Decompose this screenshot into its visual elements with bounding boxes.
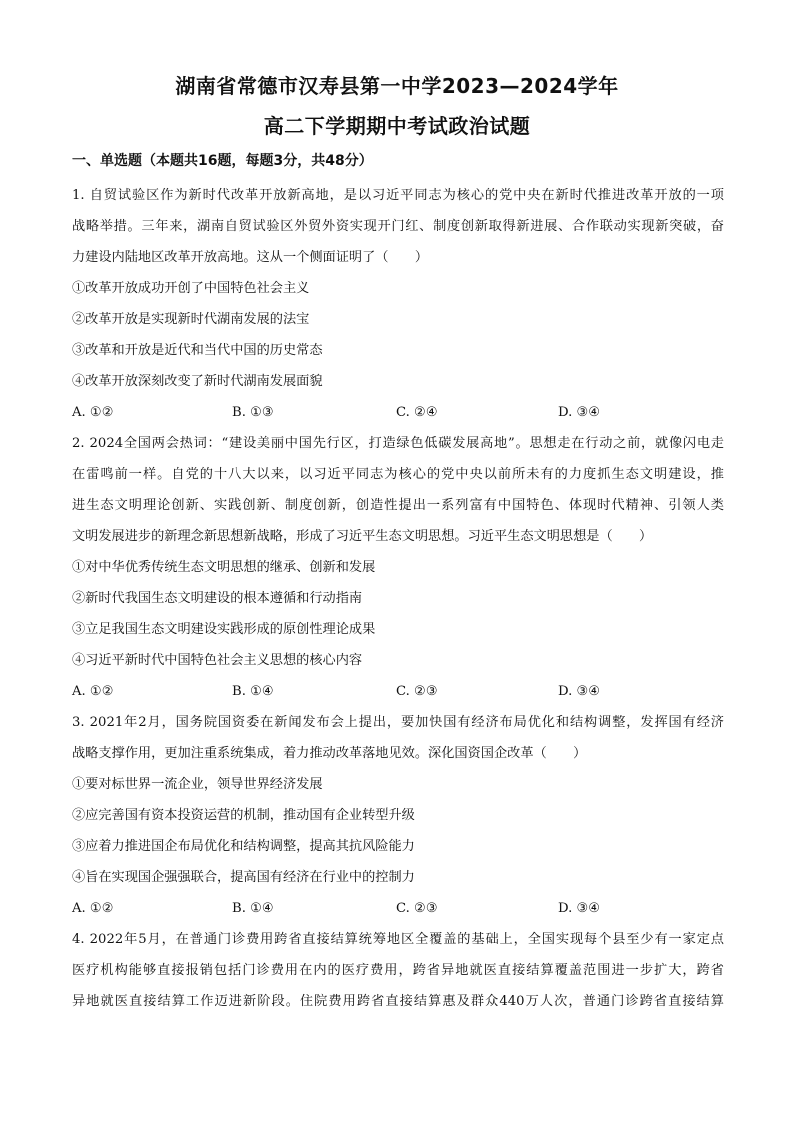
answer-options [72, 397, 724, 428]
answer-options [72, 676, 724, 707]
option-b[interactable]: B. ①③ [232, 405, 274, 420]
question-1 [72, 180, 724, 428]
statement-item: ①改革开放成功开创了中国特色社会主义 [72, 281, 310, 296]
statement-item: ①对中华优秀传统生态文明思想的继承、创新和发展 [72, 560, 376, 575]
option-c[interactable]: C. ②③ [396, 684, 438, 699]
statement-item: ③应着力推进国企布局优化和结构调整，提高其抗风险能力 [72, 839, 415, 854]
statement-item: ①要对标世界一流企业，领导世界经济发展 [72, 777, 323, 792]
statement-item: ③改革和开放是近代和当代中国的历史常态 [72, 343, 323, 358]
option-b[interactable]: B. ①④ [232, 901, 274, 916]
question-stem-line: 1. 自贸试验区作为新时代改革开放新高地，是以习近平同志为核心的党中央在新时代推进改革开放的一项 [72, 188, 724, 203]
question-stem-line: 2. 2024全国两会热词：“建设美丽中国先行区，打造绿色低碳发展高地”。思想走在行动之前，就像闪电走 [72, 436, 724, 451]
option-c[interactable]: C. ②③ [396, 901, 438, 916]
title-line-2: 高二下学期期中考试政治试题 [263, 114, 531, 138]
question-stem-line: 力建设内陆地区改革开放高地。这从一个侧面证明了（ ） [72, 250, 429, 265]
option-a[interactable]: A. ①② [72, 684, 114, 699]
section-heading: 一、单选题（本题共16题，每题3分，共48分） [72, 153, 373, 169]
question-stem-line: 4. 2022年5月，在普通门诊费用跨省直接结算统筹地区全覆盖的基础上，全国实现每个县至少有一家定点 [72, 932, 724, 947]
question-stem-line: 医疗机构能够直接报销包括门诊费用在内的医疗费用，跨省异地就医直接结算覆盖范围进一步扩大，跨省 [72, 963, 724, 978]
statement-item: ④习近平新时代中国特色社会主义思想的核心内容 [72, 653, 363, 668]
answer-options [72, 893, 724, 924]
statement-item: ④改革开放深刻改变了新时代湖南发展面貌 [72, 374, 323, 389]
option-b[interactable]: B. ①④ [232, 684, 274, 699]
question-stem-line: 3. 2021年2月，国务院国资委在新闻发布会上提出，要加快国有经济布局优化和结构调整，发挥国有经济 [72, 715, 724, 730]
statement-item: ②改革开放是实现新时代湖南发展的法宝 [72, 312, 310, 327]
statement-item: ③立足我国生态文明建设实践形成的原创性理论成果 [72, 622, 376, 637]
statement-item: ②应完善国有资本投资运营的机制，推动国有企业转型升级 [72, 808, 415, 823]
question-list [72, 180, 724, 1017]
statement-item: ②新时代我国生态文明建设的根本遵循和行动指南 [72, 591, 363, 606]
question-stem-line: 异地就医直接结算工作迈进新阶段。住院费用跨省直接结算惠及群众440万人次，普通门诊跨省直接结算 [72, 994, 724, 1009]
question-4 [72, 924, 724, 1017]
question-stem-line: 在雷鸣前一样。自党的十八大以来，以习近平同志为核心的党中央以前所未有的力度抓生态文明建设，推 [72, 467, 724, 482]
option-a[interactable]: A. ①② [72, 405, 114, 420]
option-d[interactable]: D. ③④ [558, 901, 601, 916]
question-2 [72, 428, 724, 707]
question-stem-line: 文明发展进步的新理念新思想新战略，形成了习近平生态文明思想。习近平生态文明思想是（ ） [72, 529, 653, 544]
option-d[interactable]: D. ③④ [558, 684, 601, 699]
option-c[interactable]: C. ②④ [396, 405, 438, 420]
question-stem-line: 战略支撑作用，更加注重系统集成，着力推动改革落地见效。深化国资国企改革（ ） [72, 746, 587, 761]
option-a[interactable]: A. ①② [72, 901, 114, 916]
question-stem-line: 进生态文明理论创新、实践创新、制度创新，创造性提出一系列富有中国特色、体现时代精神、引领人类 [72, 498, 724, 513]
statement-item: ④旨在实现国企强强联合，提高国有经济在行业中的控制力 [72, 870, 415, 885]
question-3 [72, 707, 724, 924]
title-line-1: 湖南省常德市汉寿县第一中学2023—2024学年 [175, 74, 619, 98]
question-stem-line: 战略举措。三年来，湖南自贸试验区外贸外资实现开门红、制度创新取得新进展、合作联动实现新突破，奋 [72, 219, 724, 234]
option-d[interactable]: D. ③④ [558, 405, 601, 420]
